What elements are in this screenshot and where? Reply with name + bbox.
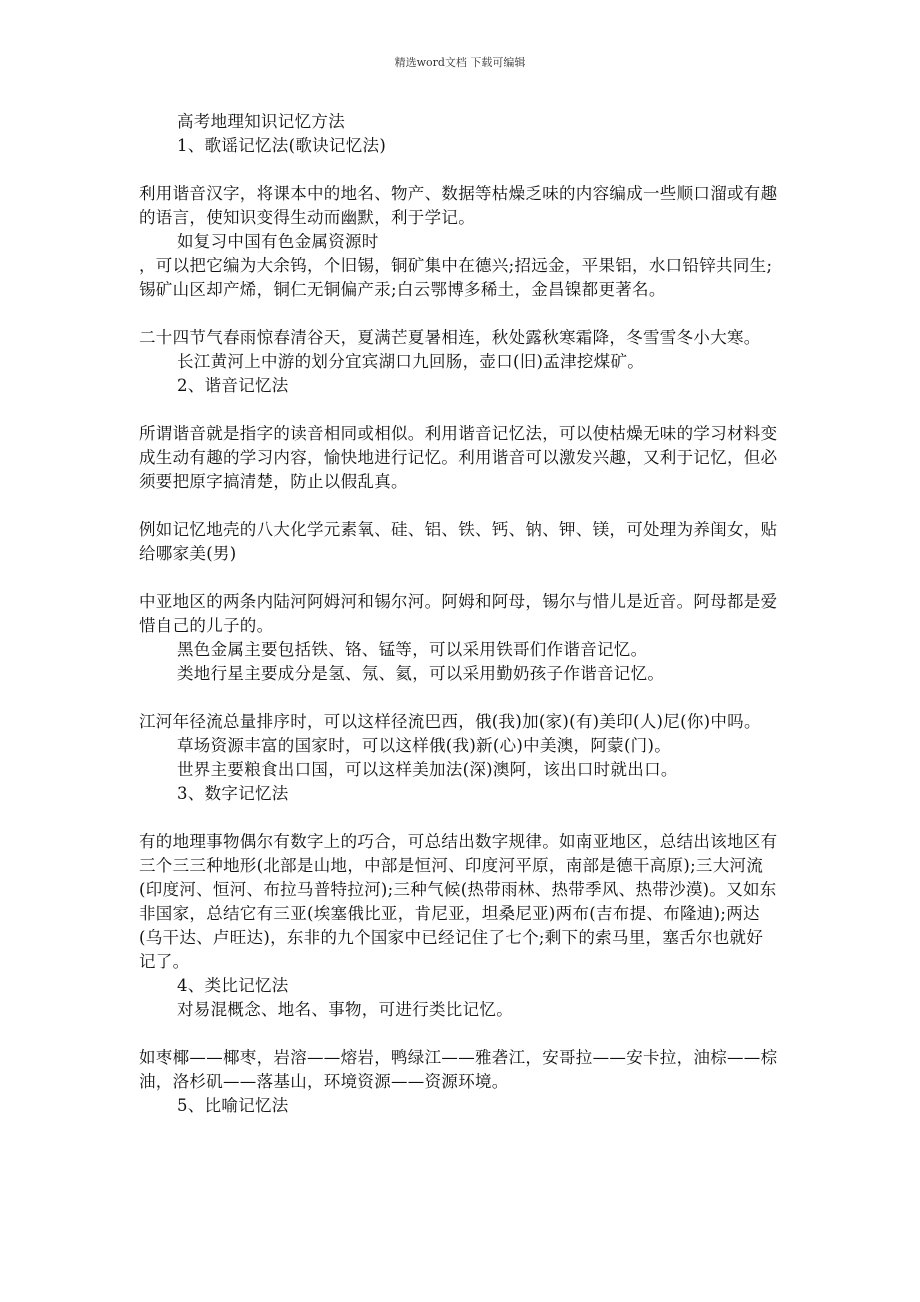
paragraph: 黑色金属主要包括铁、铬、锰等，可以采用铁哥们作谐音记忆。 [177, 640, 648, 659]
paragraph: 长江黄河上中游的划分宜宾湖口九回肠，壶口(旧)孟津挖煤矿。 [177, 352, 645, 371]
paragraph: 有的地理事物偶尔有数字上的巧合，可总结出数字规律。如南亚地区，总结出该地区有三个三三种地形(北部是山地，中部是恒河、印度河平原，南部是德干高原);三大河流(印度河、恒河、布拉马普特拉河);三种气候(热带雨林、热带季风、热带沙漠)。又如东非国家，总结它有三亚(埃塞俄比亚，肯尼亚，坦桑尼亚)两布(吉布提、布隆迪);两达(乌干达、卢旺达)，东非的九个国家中已经记住了七个;剩下的索马里，塞舌尔也就好记了。 [139, 832, 778, 971]
paragraph: 对易混概念、地名、事物，可进行类比记忆。 [177, 1000, 513, 1019]
paragraph: 如复习中国有色金属资源时 [177, 232, 379, 251]
section-heading-5: 5、比喻记忆法 [177, 1096, 289, 1115]
section-heading-4: 4、类比记忆法 [177, 976, 289, 995]
paragraph: 例如记忆地壳的八大化学元素氧、硅、铝、铁、钙、钠、钾、镁，可处理为养闺女，贴给哪家美(男) [139, 520, 778, 563]
section-heading-1: 1、歌谣记忆法(歌诀记忆法) [177, 136, 387, 155]
paragraph: 类地行星主要成分是氢、氖、氦，可以采用勤奶孩子作谐音记忆。 [177, 664, 665, 683]
section-heading-2: 2、谐音记忆法 [177, 376, 289, 395]
paragraph: 如枣椰——椰枣，岩溶——熔岩，鸭绿江——雅砻江，安哥拉——安卡拉，油棕——棕油，洛杉矶——落基山，环境资源——资源环境。 [139, 1048, 778, 1091]
paragraph: ，可以把它编为大余钨，个旧锡，铜矿集中在德兴;招远金，平果铝，水口铅锌共同生;锡矿山区却产烯，铜仁无铜偏产汞;白云鄂博多稀土，金昌镍都更著名。 [139, 256, 773, 299]
page-header: 精选word文档 下载可编辑 [394, 56, 526, 69]
document-body [139, 110, 779, 1118]
paragraph: 中亚地区的两条内陆河阿姆河和锡尔河。阿姆和阿母，锡尔与惜儿是近音。阿母都是爱惜自己的儿子的。 [139, 592, 778, 635]
paragraph: 江河年径流总量排序时，可以这样径流巴西，俄(我)加(家)(有)美印(人)尼(你)中吗。 [139, 712, 761, 731]
document-title: 高考地理知识记忆方法 [177, 112, 345, 131]
paragraph: 所谓谐音就是指字的读音相同或相似。利用谐音记忆法，可以使枯燥无味的学习材料变成生动有趣的学习内容，愉快地进行记忆。利用谐音可以激发兴趣，又利于记忆，但必须要把原字搞清楚，防止以假乱真。 [139, 424, 778, 491]
paragraph: 利用谐音汉字，将课本中的地名、物产、数据等枯燥乏味的内容编成一些顺口溜或有趣的语言，使知识变得生动而幽默，利于学记。 [139, 184, 778, 227]
paragraph: 世界主要粮食出口国，可以这样美加法(深)澳阿，该出口时就出口。 [177, 760, 678, 779]
paragraph: 二十四节气春雨惊春清谷天，夏满芒夏暑相连，秋处露秋寒霜降，冬雪雪冬小大寒。 [139, 328, 761, 347]
paragraph: 草场资源丰富的国家时，可以这样俄(我)新(心)中美澳，阿蒙(门)。 [177, 736, 672, 755]
section-heading-3: 3、数字记忆法 [177, 784, 289, 803]
